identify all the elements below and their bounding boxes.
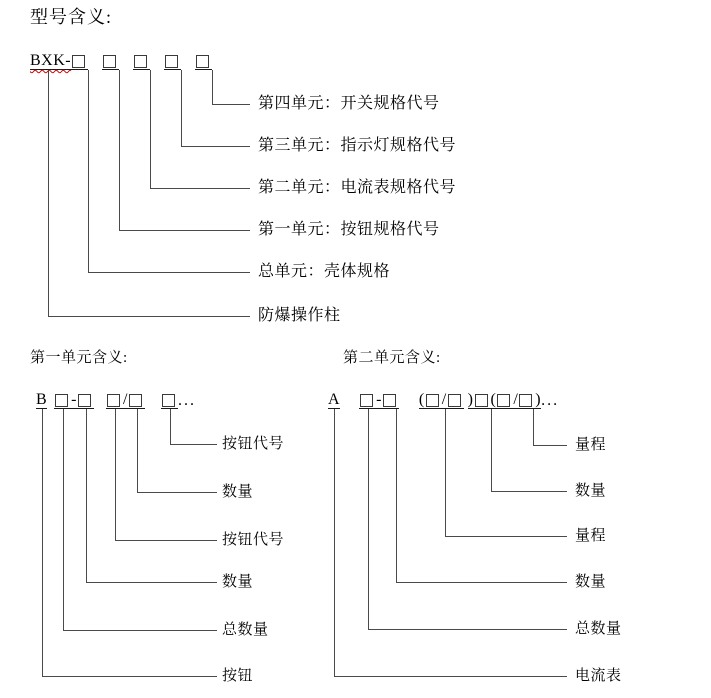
connector-vline	[115, 409, 116, 540]
connector-vline	[137, 409, 138, 492]
formula-text: B	[36, 391, 48, 408]
placeholder-box	[72, 55, 85, 68]
callout-label: 总数量	[222, 622, 269, 638]
callout-label: 按钮代号	[222, 436, 285, 452]
callout-label: 数量	[222, 484, 254, 500]
placeholder-box-wrap	[425, 391, 442, 409]
placeholder-box	[55, 394, 68, 407]
placeholder-box-wrap	[133, 52, 150, 70]
connector-vline	[533, 409, 534, 445]
formula-gap	[150, 53, 164, 70]
model-formula	[30, 52, 212, 70]
connector-hline	[170, 444, 217, 445]
callout-label: 电流表	[575, 668, 622, 684]
connector-hline	[533, 445, 567, 446]
placeholder-box	[78, 394, 91, 407]
formula-text: (	[418, 391, 425, 408]
placeholder-box	[360, 394, 373, 407]
connector-vline	[181, 70, 182, 146]
callout-label: 按钮	[222, 668, 254, 684]
callout-label: 数量	[575, 483, 607, 499]
formula-text: /	[441, 391, 447, 408]
connector-vline	[396, 409, 397, 582]
unit2-header: 第二单元含义:	[343, 350, 441, 366]
callout-label: 总数量	[575, 621, 622, 637]
connector-hline	[334, 676, 567, 677]
callout-label: 第一单元：按钮规格代号	[258, 221, 440, 238]
formula-ellipsis: ...	[541, 392, 560, 409]
formula-text: (	[490, 391, 497, 408]
formula-gap	[94, 392, 106, 409]
connector-hline	[115, 540, 217, 541]
placeholder-box-wrap	[106, 391, 123, 409]
connector-hline	[212, 104, 250, 105]
formula-text: /	[513, 391, 519, 408]
connector-vline	[42, 409, 43, 676]
unit1-formula	[36, 391, 196, 409]
placeholder-box	[448, 394, 461, 407]
callout-label: 按钮代号	[222, 532, 285, 548]
formula-ellipsis: ...	[177, 392, 196, 409]
connector-hline	[181, 146, 250, 147]
unit1-header: 第一单元含义:	[30, 350, 128, 366]
connector-vline	[86, 409, 87, 582]
placeholder-box-wrap	[447, 391, 464, 409]
callout-label: 第二单元：电流表规格代号	[258, 179, 457, 196]
connector-hline	[137, 492, 217, 493]
formula-gap	[47, 392, 54, 409]
callout-label: 总单元：壳体规格	[258, 263, 391, 280]
connector-vline	[491, 409, 492, 491]
placeholder-box-wrap	[161, 391, 178, 409]
formula-text: )	[467, 391, 474, 408]
connector-hline	[396, 582, 567, 583]
unit2-formula	[328, 391, 559, 409]
connector-vline	[334, 409, 335, 676]
connector-hline	[491, 491, 567, 492]
connector-hline	[150, 188, 250, 189]
callout-label: 数量	[575, 574, 607, 590]
formula-gap	[88, 53, 102, 70]
connector-hline	[445, 536, 567, 537]
placeholder-box	[134, 55, 147, 68]
placeholder-box-wrap	[382, 391, 399, 409]
callout-label: 量程	[575, 528, 607, 544]
callout-label: 防爆操作柱	[258, 307, 341, 324]
placeholder-box-wrap	[496, 391, 513, 409]
formula-gap	[145, 392, 161, 409]
connector-vline	[445, 409, 446, 536]
formula-text: /	[123, 391, 128, 408]
placeholder-box-wrap	[77, 391, 94, 409]
placeholder-box	[383, 394, 396, 407]
formula-text: BXK-	[30, 52, 72, 69]
placeholder-box	[165, 55, 178, 68]
connector-hline	[42, 676, 217, 677]
connector-hline	[88, 272, 250, 273]
formula-gap	[399, 392, 419, 409]
placeholder-box-wrap	[128, 391, 145, 409]
connector-vline	[48, 70, 49, 316]
placeholder-box	[519, 394, 532, 407]
placeholder-box	[129, 394, 142, 407]
placeholder-box	[426, 394, 439, 407]
callout-label: 第四单元：开关规格代号	[258, 95, 440, 112]
formula-gap	[119, 53, 133, 70]
formula-text: -	[376, 391, 382, 408]
page-title: 型号含义:	[30, 7, 113, 27]
placeholder-box	[162, 394, 175, 407]
formula-gap	[181, 53, 195, 70]
placeholder-box-wrap	[195, 52, 212, 70]
placeholder-box	[107, 394, 120, 407]
connector-vline	[63, 409, 64, 630]
connector-hline	[368, 629, 567, 630]
connector-vline	[119, 70, 120, 230]
connector-hline	[86, 582, 217, 583]
placeholder-box-wrap	[71, 52, 88, 70]
formula-text: A	[328, 391, 341, 408]
callout-label: 量程	[575, 437, 607, 453]
placeholder-box	[497, 394, 510, 407]
placeholder-box-wrap	[474, 391, 491, 409]
placeholder-box	[103, 55, 116, 68]
connector-hline	[119, 230, 250, 231]
connector-vline	[150, 70, 151, 188]
placeholder-box-wrap	[359, 391, 376, 409]
connector-vline	[212, 70, 213, 104]
callout-label: 数量	[222, 574, 254, 590]
placeholder-box-wrap	[54, 391, 71, 409]
connector-vline	[170, 409, 171, 444]
callout-label: 第三单元：指示灯规格代号	[258, 137, 457, 154]
placeholder-box	[475, 394, 488, 407]
placeholder-box-wrap	[518, 391, 535, 409]
placeholder-box	[196, 55, 209, 68]
connector-hline	[48, 316, 250, 317]
formula-gap	[340, 392, 359, 409]
connector-vline	[368, 409, 369, 629]
formula-text: )	[535, 391, 542, 408]
placeholder-box-wrap	[102, 52, 119, 70]
formula-text: -	[71, 391, 77, 408]
connector-hline	[63, 630, 217, 631]
connector-vline	[88, 70, 89, 272]
placeholder-box-wrap	[164, 52, 181, 70]
